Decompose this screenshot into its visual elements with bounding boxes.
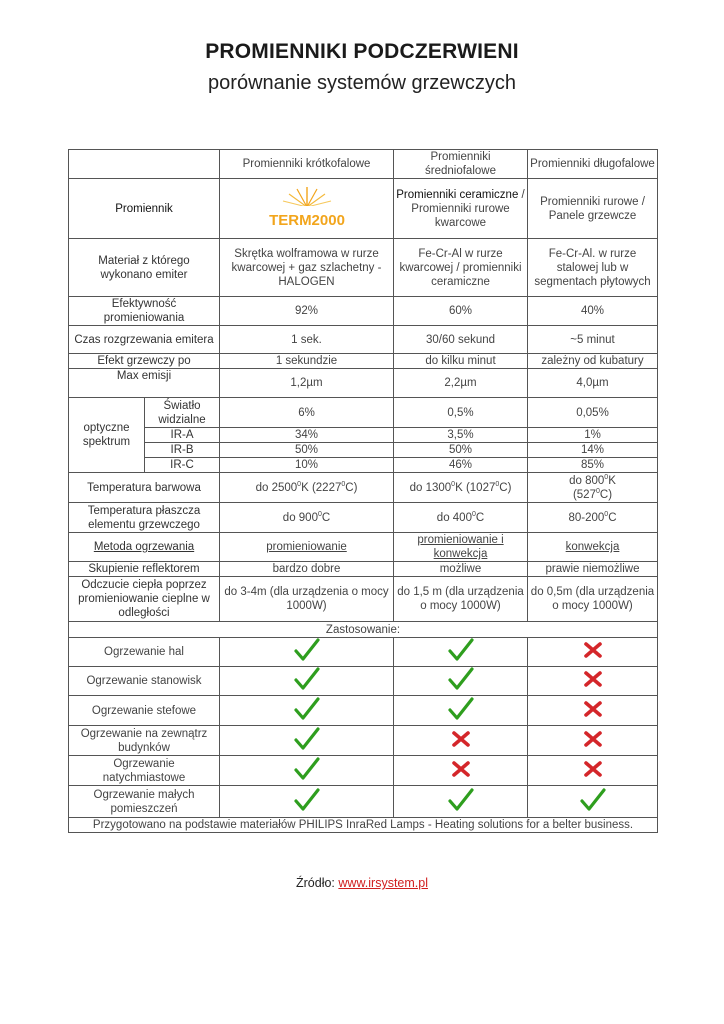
row-label-reflector: Skupienie reflektorem — [69, 562, 220, 577]
ct-medium-b: K (1027 — [455, 481, 496, 494]
cell-effect-long: zależny od kubatury — [528, 354, 658, 369]
spectrum-group-label: optyczne spektrum — [69, 398, 145, 473]
page-title: PROMIENNIKI PODCZERWIENI — [205, 40, 519, 63]
row-label-promiennik: Promiennik — [69, 179, 220, 239]
cell-efficiency-medium: 60% — [394, 297, 528, 326]
checkmark-icon — [294, 697, 320, 725]
cross-icon — [583, 730, 603, 752]
st-long-b: C — [608, 511, 617, 524]
degree-sup: 0 — [595, 487, 600, 495]
st-short-b: C — [321, 511, 331, 524]
application-cell-short — [220, 786, 394, 818]
spectrum-label-0: Światło widzialne — [145, 398, 220, 428]
application-cell-long — [528, 786, 658, 818]
application-label: Ogrzewanie natychmiastowe — [69, 756, 220, 786]
application-cell-short — [220, 638, 394, 667]
cell-spectrum-3-medium: 46% — [394, 458, 528, 473]
st-long-a: 80-200 — [568, 511, 605, 524]
header-empty-cell — [69, 150, 220, 179]
application-label: Ogrzewanie hal — [69, 638, 220, 667]
checkmark-icon — [294, 638, 320, 666]
cell-max-emission-medium: 2,2µm — [394, 369, 528, 398]
applications-heading: Zastosowanie: — [69, 622, 658, 638]
degree-sup: 0 — [317, 510, 322, 518]
application-row — [69, 726, 658, 756]
row-spectrum-irb — [69, 443, 658, 458]
application-cell-long — [528, 756, 658, 786]
cell-efficiency-long: 40% — [528, 297, 658, 326]
cell-spectrum-1-short: 34% — [220, 428, 394, 443]
cell-spectrum-0-long: 0,05% — [528, 398, 658, 428]
row-applications-heading — [69, 622, 658, 638]
checkmark-icon — [294, 727, 320, 755]
cell-reflector-medium: możliwe — [394, 562, 528, 577]
checkmark-icon — [448, 788, 474, 816]
cell-max-emission-long: 4,0µm — [528, 369, 658, 398]
application-cell-medium — [394, 696, 528, 726]
row-label-material: Materiał z którego wykonano emiter — [69, 239, 220, 297]
application-cell-short — [220, 696, 394, 726]
cell-reflector-long: prawie niemożliwe — [528, 562, 658, 577]
cell-shell-temp-long — [528, 503, 658, 533]
row-label-shell-temp: Temperatura płaszcza elementu grzewczego — [69, 503, 220, 533]
row-max-emission — [69, 369, 658, 398]
degree-sup: 0 — [341, 480, 346, 488]
cell-color-temp-medium — [394, 473, 528, 503]
medium-type-b: Promienniki rurowe kwarcowe — [411, 202, 510, 229]
application-row — [69, 696, 658, 726]
degree-sup: 0 — [451, 480, 456, 488]
row-spectrum-visible — [69, 398, 658, 428]
st-short-a: do 900 — [282, 511, 318, 524]
ct-medium-c: C) — [499, 481, 512, 494]
application-cell-long — [528, 696, 658, 726]
cell-warmup-short: 1 sek. — [220, 326, 394, 354]
application-cell-long — [528, 726, 658, 756]
row-label-method: Metoda ogrzewania — [69, 533, 220, 562]
st-medium-b: C — [475, 511, 485, 524]
application-row — [69, 786, 658, 818]
application-cell-long — [528, 638, 658, 667]
application-cell-short — [220, 726, 394, 756]
row-spectrum-ira — [69, 428, 658, 443]
col-header-short: Promienniki krótkofalowe — [220, 150, 394, 179]
cell-spectrum-2-medium: 50% — [394, 443, 528, 458]
cell-distance-medium: do 1,5 m (dla urządzenia o mocy 1000W) — [394, 577, 528, 622]
cell-method-short: promieniowanie — [220, 533, 394, 562]
footnote: Przygotowano na podstawie materiałów PHILIPS InraRed Lamps - Heating solutions for a belter business. — [69, 818, 658, 833]
row-efficiency — [69, 297, 658, 326]
application-label: Ogrzewanie na zewnątrz budynków — [69, 726, 220, 756]
application-cell-medium — [394, 786, 528, 818]
row-color-temp — [69, 473, 658, 503]
row-shell-temp — [69, 503, 658, 533]
application-cell-long — [528, 667, 658, 696]
ct-medium-a: do 1300 — [409, 481, 452, 494]
cell-method-long: konwekcja — [528, 533, 658, 562]
ct-short-b: K (2227 — [301, 481, 342, 494]
cell-material-short: Skrętka wolframowa w rurze kwarcowej + gaz szlachetny - HALOGEN — [220, 239, 394, 297]
cell-method-medium: promieniowanie i konwekcja — [394, 533, 528, 562]
cell-effect-medium: do kilku minut — [394, 354, 528, 369]
cell-warmup-long: ~5 minut — [528, 326, 658, 354]
term2000-logo-cell — [220, 179, 394, 239]
checkmark-icon — [580, 788, 606, 816]
application-label: Ogrzewanie małych pomieszczeń — [69, 786, 220, 818]
row-effect — [69, 354, 658, 369]
cell-max-emission-short: 1,2µm — [220, 369, 394, 398]
degree-sup: 0 — [604, 473, 609, 481]
application-cell-short — [220, 667, 394, 696]
row-method — [69, 533, 658, 562]
cell-shell-temp-short — [220, 503, 394, 533]
application-row — [69, 667, 658, 696]
cell-spectrum-0-medium: 0,5% — [394, 398, 528, 428]
header-row — [69, 150, 658, 179]
degree-sup: 0 — [495, 480, 500, 488]
application-cell-medium — [394, 638, 528, 667]
row-label-warmup: Czas rozgrzewania emitera — [69, 326, 220, 354]
spectrum-label-3: IR-C — [145, 458, 220, 473]
row-footnote — [69, 818, 658, 833]
cell-distance-short: do 3-4m (dla urządzenia o mocy 1000W) — [220, 577, 394, 622]
ct-long-c: (527 — [572, 488, 596, 501]
cell-material-long: Fe-Cr-Al. w rurze stalowej lub w segmentach płytowych — [528, 239, 658, 297]
source-label: Źródło: — [296, 876, 335, 890]
cell-distance-long: do 0,5m (dla urządzenia o mocy 1000W) — [528, 577, 658, 622]
spectrum-label-2: IR-B — [145, 443, 220, 458]
cell-color-temp-long — [528, 473, 658, 503]
cross-icon — [583, 670, 603, 692]
ct-short-a: do 2500 — [255, 481, 298, 494]
row-label-color-temp: Temperatura barwowa — [69, 473, 220, 503]
checkmark-icon — [294, 667, 320, 695]
cell-material-medium: Fe-Cr-Al w rurze kwarcowej / promienniki ceramiczne — [394, 239, 528, 297]
source-link[interactable]: www.irsystem.pl — [338, 876, 428, 890]
cell-spectrum-1-medium: 3,5% — [394, 428, 528, 443]
col-header-long: Promienniki długofalowe — [528, 150, 658, 179]
checkmark-icon — [294, 757, 320, 785]
cell-promiennik-medium — [394, 179, 528, 239]
logo-text: TERM2000 — [268, 211, 345, 229]
row-promiennik — [69, 179, 658, 239]
row-spectrum-irc — [69, 458, 658, 473]
cell-promiennik-long: Promienniki rurowe / Panele grzewcze — [528, 179, 658, 239]
checkmark-icon — [448, 697, 474, 725]
cell-reflector-short: bardzo dobre — [220, 562, 394, 577]
ct-short-c: C) — [345, 481, 358, 494]
application-cell-medium — [394, 667, 528, 696]
medium-type-sep: / — [518, 188, 525, 201]
cell-efficiency-short: 92% — [220, 297, 394, 326]
cross-icon — [583, 641, 603, 663]
medium-type-a: Promienniki ceramiczne — [396, 188, 519, 201]
spectrum-label-1: IR-A — [145, 428, 220, 443]
term2000-logo — [252, 185, 362, 229]
degree-sup: 0 — [297, 480, 302, 488]
cell-spectrum-2-short: 50% — [220, 443, 394, 458]
checkmark-icon — [448, 667, 474, 695]
checkmark-icon — [448, 638, 474, 666]
application-cell-short — [220, 756, 394, 786]
cell-color-temp-short — [220, 473, 394, 503]
cell-effect-short: 1 sekundzie — [220, 354, 394, 369]
cell-spectrum-2-long: 14% — [528, 443, 658, 458]
ct-long-d: C) — [599, 488, 613, 501]
cross-icon — [583, 700, 603, 722]
cell-warmup-medium: 30/60 sekund — [394, 326, 528, 354]
row-material — [69, 239, 658, 297]
sun-rays-icon — [276, 187, 338, 212]
row-distance — [69, 577, 658, 622]
applications-body — [69, 638, 658, 818]
application-cell-medium — [394, 756, 528, 786]
row-label-efficiency: Efektywność promieniowania — [69, 297, 220, 326]
row-label-effect: Efekt grzewczy po — [69, 354, 220, 369]
degree-sup: 0 — [604, 510, 609, 518]
row-warmup — [69, 326, 658, 354]
application-label: Ogrzewanie stanowisk — [69, 667, 220, 696]
cell-spectrum-0-short: 6% — [220, 398, 394, 428]
col-header-medium: Promienniki średniofalowe — [394, 150, 528, 179]
page-subtitle: porównanie systemów grzewczych — [208, 72, 516, 94]
checkmark-icon — [294, 788, 320, 816]
st-medium-a: do 400 — [436, 511, 472, 524]
comparison-table — [68, 149, 658, 833]
cell-spectrum-3-short: 10% — [220, 458, 394, 473]
cell-spectrum-1-long: 1% — [528, 428, 658, 443]
ct-long-b: K — [608, 474, 616, 487]
cell-spectrum-3-long: 85% — [528, 458, 658, 473]
source-line — [0, 876, 724, 890]
application-row — [69, 756, 658, 786]
row-reflector — [69, 562, 658, 577]
cross-icon — [451, 760, 471, 782]
application-label: Ogrzewanie stefowe — [69, 696, 220, 726]
cross-icon — [451, 730, 471, 752]
ct-long-a: do 800 — [569, 474, 605, 487]
degree-sup: 0 — [471, 510, 476, 518]
cross-icon — [583, 760, 603, 782]
cell-shell-temp-medium — [394, 503, 528, 533]
row-label-distance: Odczucie ciepła poprzez promieniowanie cieplne w odległości — [69, 577, 220, 622]
row-label-max-emission: Max emisji — [69, 369, 220, 398]
application-cell-medium — [394, 726, 528, 756]
application-row — [69, 638, 658, 667]
